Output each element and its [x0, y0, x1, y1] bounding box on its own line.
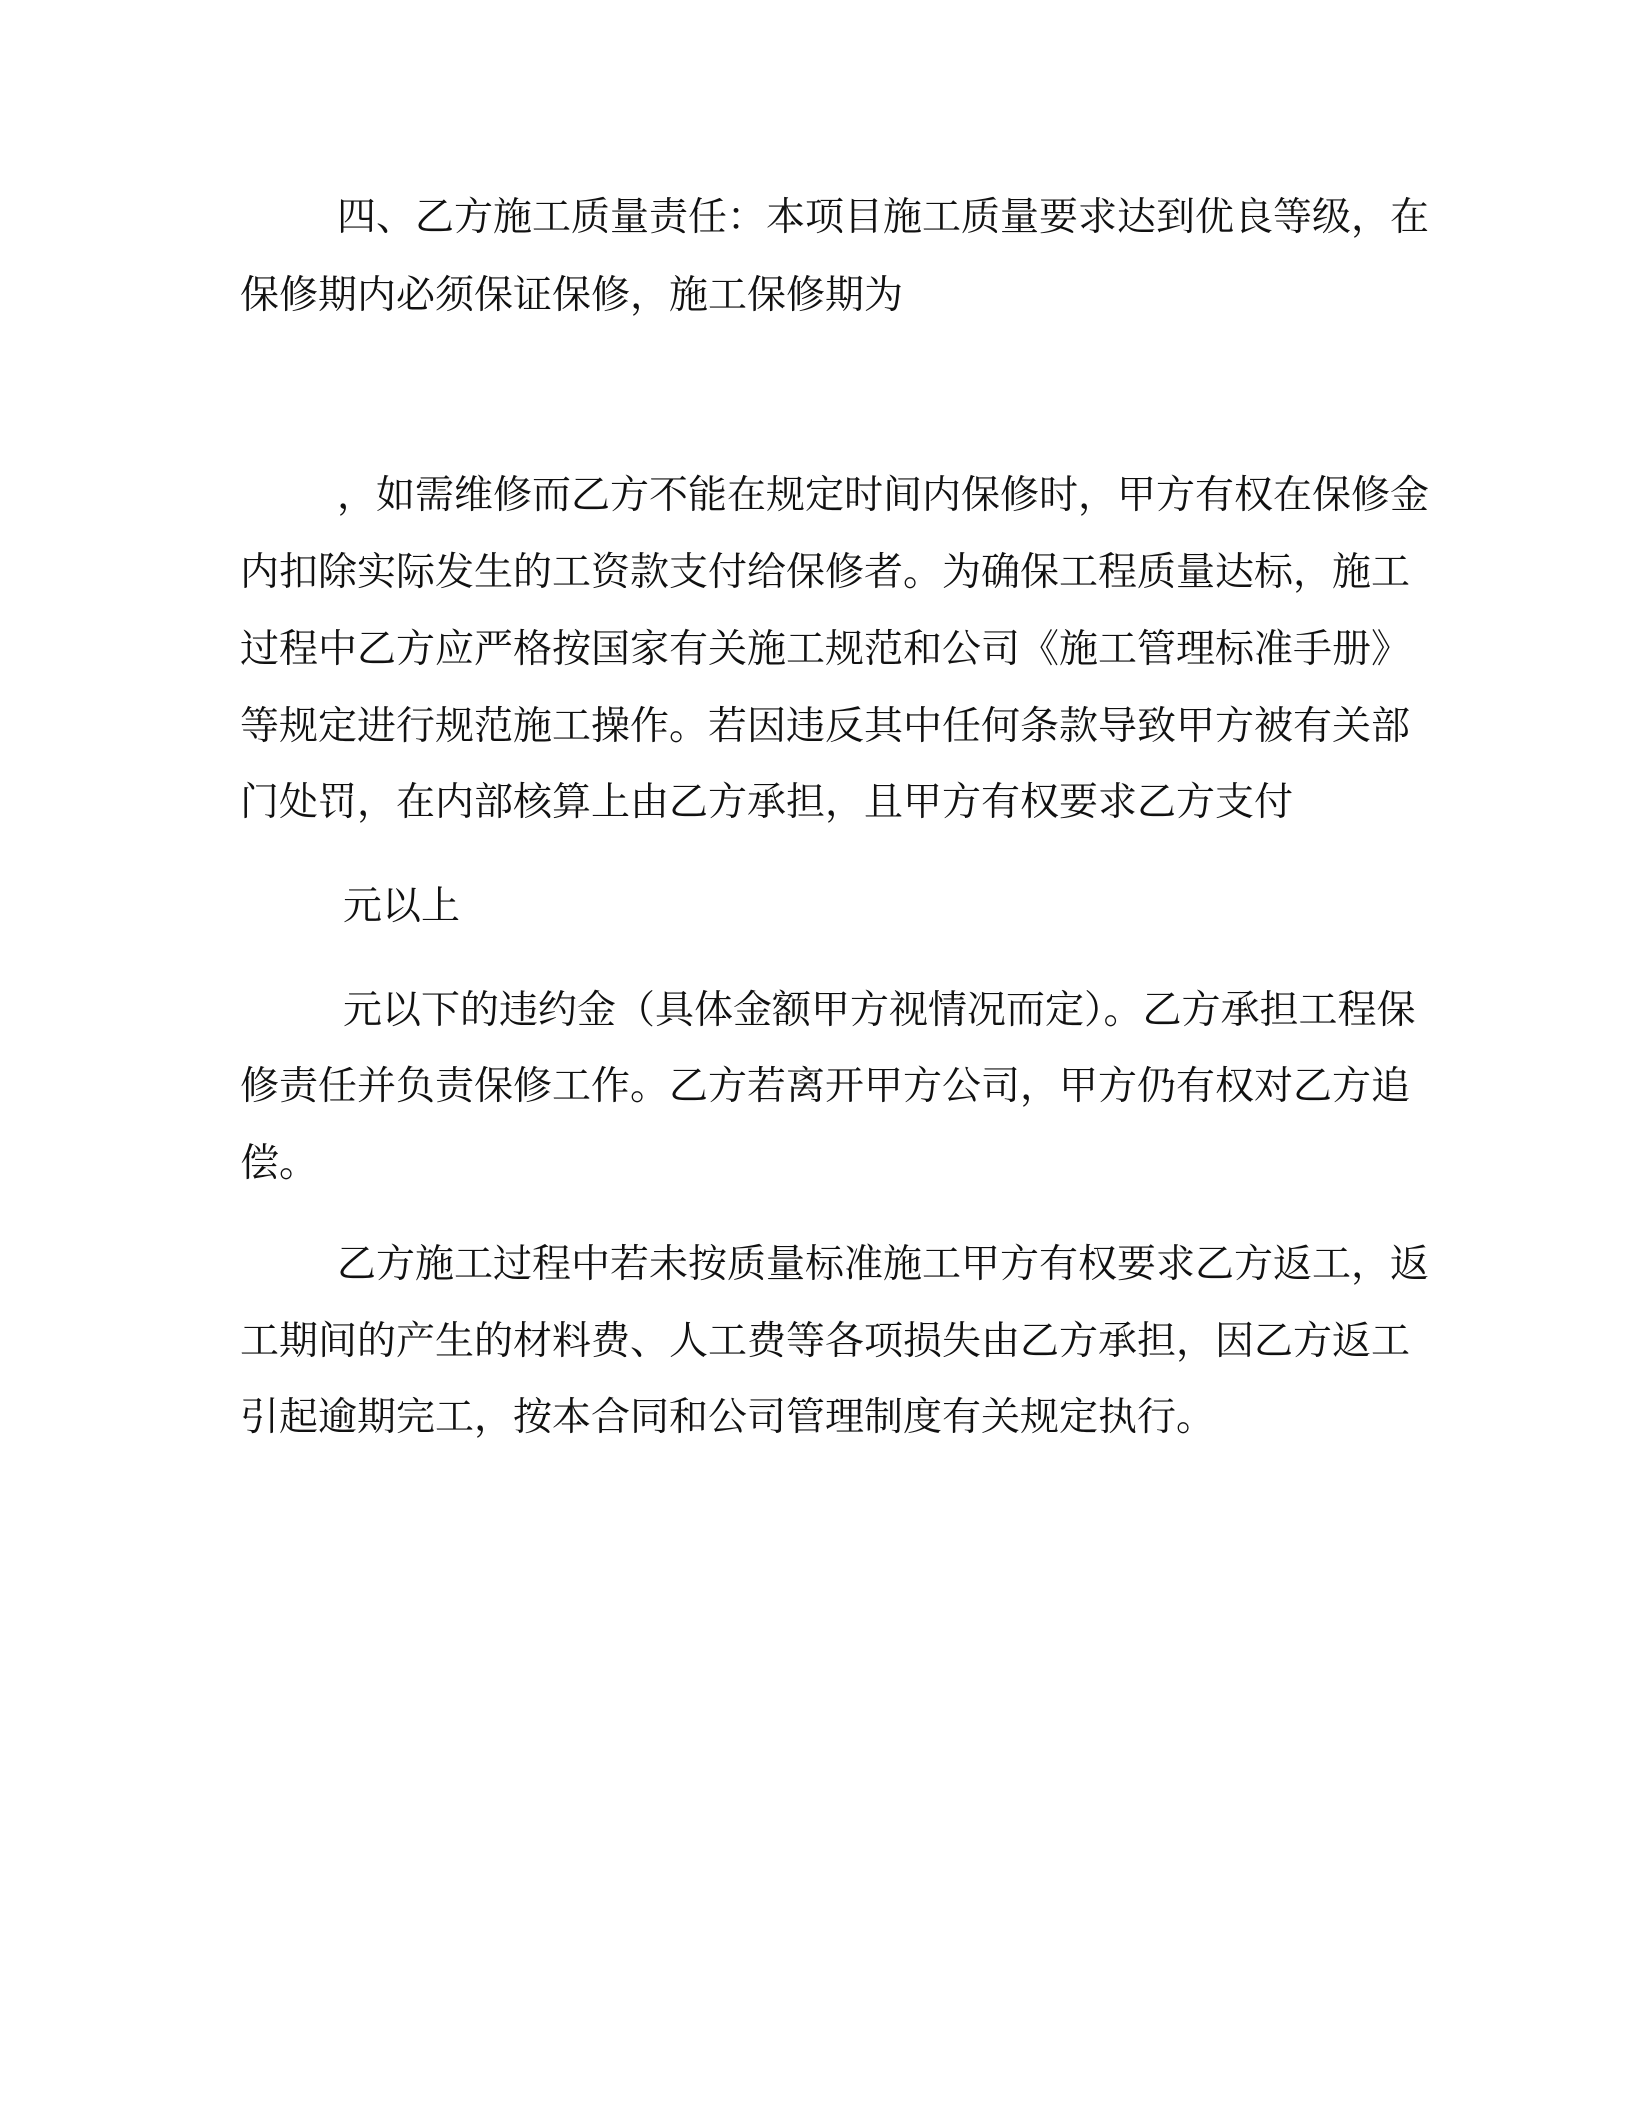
paragraph-line: 工期间的产生的材料费、人工费等各项损失由乙方承担，因乙方返工 [240, 1319, 1411, 1364]
paragraph-line: 内扣除实际发生的工资款支付给保修者。为确保工程质量达标，施工 [240, 550, 1411, 595]
paragraph-line: 修责任并负责保修工作。乙方若离开甲方公司，甲方仍有权对乙方追 [240, 1064, 1411, 1109]
paragraph-line: 四、乙方施工质量责任：本项目施工质量要求达到优良等级，在 [337, 195, 1430, 240]
paragraph-line: 偿。 [240, 1141, 319, 1186]
paragraph-line: 乙方施工过程中若未按质量标准施工甲方有权要求乙方返工，返 [337, 1242, 1430, 1287]
paragraph-line: 门处罚，在内部核算上由乙方承担，且甲方有权要求乙方支付 [240, 780, 1294, 825]
paragraph-line: 过程中乙方应严格按国家有关施工规范和公司《施工管理标准手册》 [240, 627, 1411, 672]
paragraph-line: ，如需维修而乙方不能在规定时间内保修时，甲方有权在保修金 [337, 473, 1430, 518]
paragraph-line: 元以上 [343, 884, 461, 929]
paragraph-line: 保修期内必须保证保修，施工保修期为 [240, 273, 904, 318]
paragraph-line: 元以下的违约金（具体金额甲方视情况而定）。乙方承担工程保 [343, 988, 1416, 1033]
paragraph-line: 引起逾期完工，按本合同和公司管理制度有关规定执行。 [240, 1395, 1216, 1440]
paragraph-line: 等规定进行规范施工操作。若因违反其中任何条款导致甲方被有关部 [240, 704, 1411, 749]
